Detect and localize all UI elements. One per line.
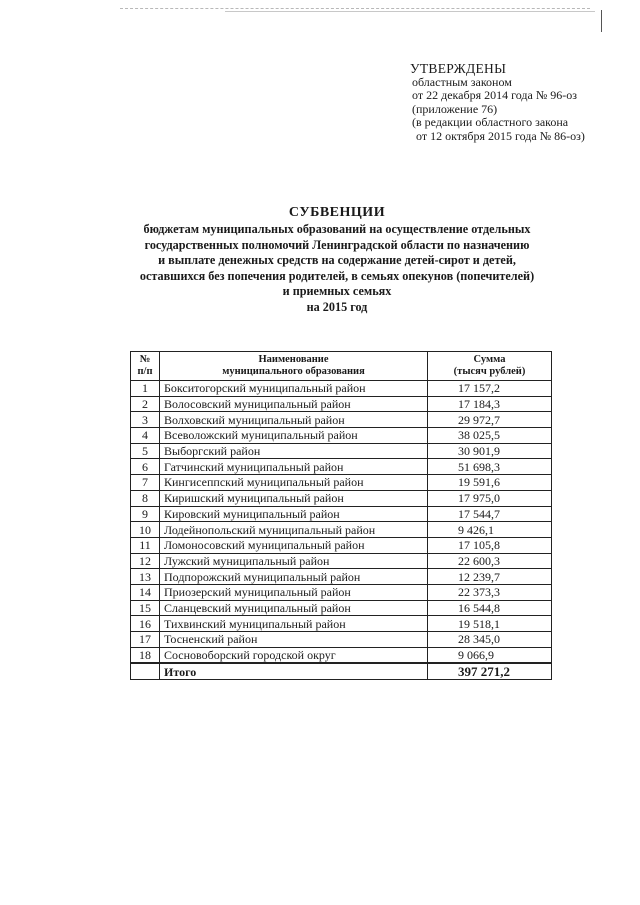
scan-artifact-line — [120, 8, 590, 9]
row-amount: 22 373,3 — [428, 584, 552, 600]
header-name — [160, 352, 428, 381]
header-name-line2: муниципального образования — [222, 366, 365, 377]
row-num: 5 — [131, 443, 160, 459]
row-name: Кингисеппский муниципальный район — [160, 475, 428, 491]
row-amount: 19 591,6 — [428, 475, 552, 491]
row-name: Бокситогорский муниципальный район — [160, 381, 428, 397]
row-name: Волосовский муниципальный район — [160, 396, 428, 412]
row-amount: 17 975,0 — [428, 490, 552, 506]
table-row — [131, 600, 552, 616]
row-name: Подпорожский муниципальный район — [160, 569, 428, 585]
row-num: 1 — [131, 381, 160, 397]
approval-line: от 12 октября 2015 года № 86-оз) — [416, 128, 585, 143]
row-name: Выборгский район — [160, 443, 428, 459]
row-amount: 17 184,3 — [428, 396, 552, 412]
row-num: 12 — [131, 553, 160, 569]
row-amount: 17 157,2 — [428, 381, 552, 397]
row-num: 14 — [131, 584, 160, 600]
table-row — [131, 381, 552, 397]
row-amount: 12 239,7 — [428, 569, 552, 585]
row-amount: 28 345,0 — [428, 632, 552, 648]
row-num: 7 — [131, 475, 160, 491]
table-row — [131, 647, 552, 663]
row-num: 13 — [131, 569, 160, 585]
row-num: 17 — [131, 632, 160, 648]
row-num: 3 — [131, 412, 160, 428]
table-row — [131, 632, 552, 648]
row-name: Сланцевский муниципальный район — [160, 600, 428, 616]
approval-title: УТВЕРЖДЕНЫ — [410, 61, 507, 76]
heading-line: на 2015 год — [306, 299, 368, 314]
row-amount: 9 426,1 — [428, 522, 552, 538]
approval-line: (в редакции областного закона — [412, 115, 569, 129]
row-name: Лодейнопольский муниципальный район — [160, 522, 428, 538]
table-row — [131, 428, 552, 444]
row-amount: 17 105,8 — [428, 537, 552, 553]
table-row — [131, 396, 552, 412]
total-num-cell — [131, 663, 160, 679]
row-name: Кировский муниципальный район — [160, 506, 428, 522]
row-num: 10 — [131, 522, 160, 538]
row-amount: 22 600,3 — [428, 553, 552, 569]
row-name: Лужский муниципальный район — [160, 553, 428, 569]
row-num: 9 — [131, 506, 160, 522]
approval-line: (приложение 76) — [412, 101, 498, 116]
heading-line: оставшихся без попечения родителей, в семьях опекунов (попечителей) — [139, 268, 535, 283]
scan-artifact-line — [225, 11, 595, 12]
approval-block — [410, 62, 585, 143]
row-num: 11 — [131, 537, 160, 553]
table-row — [131, 616, 552, 632]
row-num: 15 — [131, 600, 160, 616]
table-row — [131, 522, 552, 538]
table-row — [131, 553, 552, 569]
header-num-line1: № — [139, 354, 151, 365]
table-row — [131, 506, 552, 522]
row-amount: 16 544,8 — [428, 600, 552, 616]
row-name: Гатчинский муниципальный район — [160, 459, 428, 475]
table-header-row — [131, 352, 552, 381]
header-num-line2: п/п — [137, 366, 153, 377]
heading-line: государственных полномочий Ленинградской области по назначению — [144, 237, 530, 252]
row-name: Киришский муниципальный район — [160, 490, 428, 506]
heading-line: и приемных семьях — [282, 284, 392, 298]
heading-line: бюджетам муниципальных образований на осуществление отдельных — [143, 222, 531, 236]
document-title: СУБВЕНЦИИ — [288, 205, 386, 220]
header-num — [131, 352, 160, 381]
row-amount: 19 518,1 — [428, 616, 552, 632]
total-label: Итого — [160, 663, 428, 679]
table-row — [131, 412, 552, 428]
approval-line: от 22 декабря 2014 года № 96-оз — [412, 88, 578, 102]
header-amount — [428, 352, 552, 381]
row-amount: 9 066,9 — [428, 647, 552, 663]
row-amount: 17 544,7 — [428, 506, 552, 522]
row-name: Всеволожский муниципальный район — [160, 428, 428, 444]
table-body — [131, 381, 552, 680]
row-name: Тосненский район — [160, 632, 428, 648]
header-name-line1: Наименование — [258, 354, 329, 365]
table-row — [131, 443, 552, 459]
document-heading — [90, 204, 584, 315]
total-amount: 397 271,2 — [428, 663, 552, 679]
total-row — [131, 663, 552, 679]
row-num: 16 — [131, 616, 160, 632]
approval-line: областным законом — [412, 74, 512, 89]
scan-artifact-mark — [601, 10, 602, 32]
table-row — [131, 537, 552, 553]
table-row — [131, 569, 552, 585]
row-num: 2 — [131, 396, 160, 412]
row-amount: 51 698,3 — [428, 459, 552, 475]
row-num: 6 — [131, 459, 160, 475]
subsidy-table — [130, 351, 552, 680]
row-name: Волховский муниципальный район — [160, 412, 428, 428]
header-amount-line1: Сумма — [473, 354, 506, 365]
heading-line: и выплате денежных средств на содержание детей-сирот и детей, — [158, 253, 516, 267]
row-amount: 30 901,9 — [428, 443, 552, 459]
header-amount-line2: (тысяч рублей) — [453, 366, 526, 377]
row-amount: 38 025,5 — [428, 428, 552, 444]
table-row — [131, 584, 552, 600]
row-name: Ломоносовский муниципальный район — [160, 537, 428, 553]
row-num: 4 — [131, 428, 160, 444]
row-name: Приозерский муниципальный район — [160, 584, 428, 600]
table-row — [131, 459, 552, 475]
row-amount: 29 972,7 — [428, 412, 552, 428]
table-row — [131, 490, 552, 506]
row-name: Сосновоборский городской округ — [160, 647, 428, 663]
table-row — [131, 475, 552, 491]
row-name: Тихвинский муниципальный район — [160, 616, 428, 632]
row-num: 8 — [131, 490, 160, 506]
row-num: 18 — [131, 647, 160, 663]
